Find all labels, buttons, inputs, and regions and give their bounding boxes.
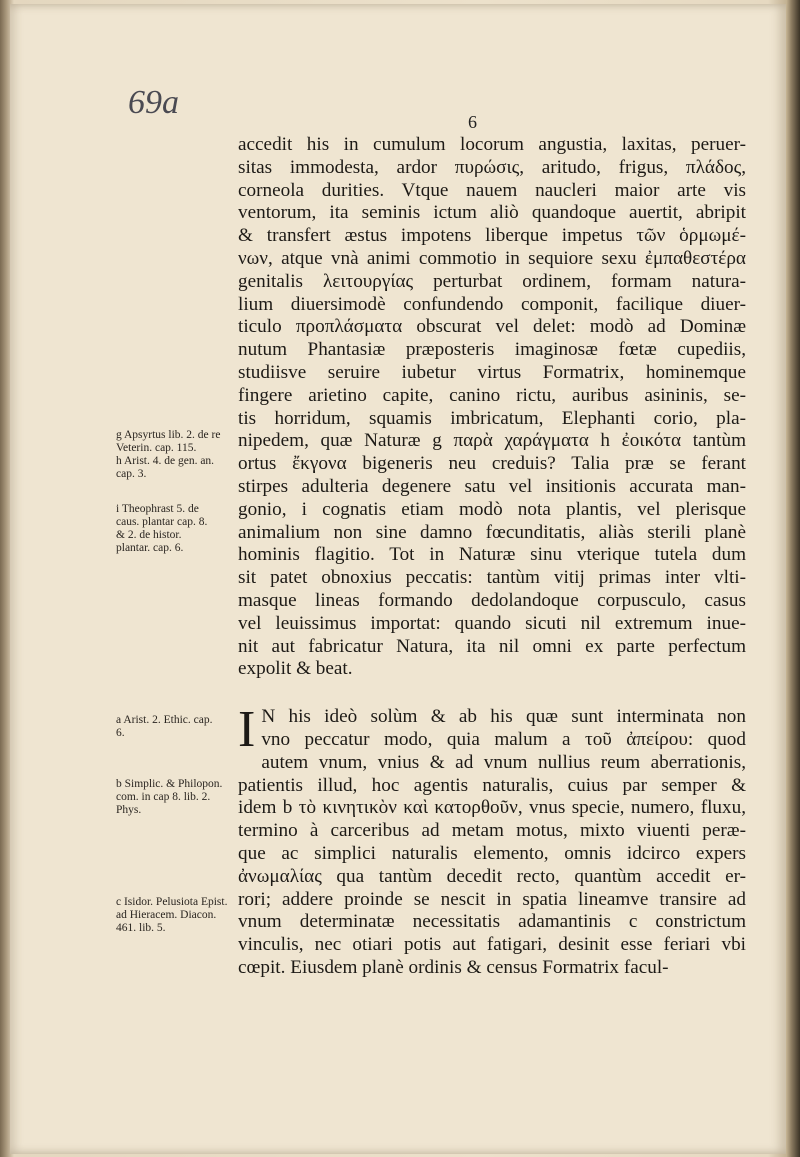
note-line: cap. 3. [116,468,147,480]
text-line: N his ideò solùm & ab his quæ sunt interminata non [261,706,746,728]
page-number: 6 [468,112,477,132]
text-line: idem b τὸ κινητικὸν καὶ κατορθοῦν, vnus specie, numero, fluxu, [238,797,746,819]
marginal-note-c [116,896,240,935]
note-line: c Isidor. Pelusiota Epist. [116,896,228,908]
marginal-note-b [116,778,240,817]
note-line: 6. [116,727,125,739]
text-line: que ac simplici naturalis elemento, omnis idcirco expers [238,842,746,864]
note-line: g Apsyrtus lib. 2. de re [116,429,221,441]
text-line: ortus ἔκγονα bigeneris neu creduis? Talia præ se ferant [238,453,746,475]
text-line: sitas immodesta, ardor πυρώσις, aritudo, frigus, πλάδος, [238,156,746,178]
marginal-note-i [116,503,240,555]
paragraph-1 [238,134,746,681]
note-line: & 2. de histor. [116,529,182,541]
text-line: vel leuissimus importat: quando sicuti nil extremum inue- [238,612,746,634]
text-line: ἀνωμαλίας qua tantùm decedit recto, quantùm accedit er- [238,865,746,887]
drop-cap: I [238,701,256,759]
text-line: accedit his in cumulum locorum angustia, laxitas, peruer- [238,134,746,155]
note-line: com. in cap 8. lib. 2. [116,791,211,803]
note-line: caus. plantar cap. 8. [116,516,208,528]
text-line: vno peccatur modo, quia malum a τοῦ ἀπείρου: quod [261,728,746,750]
text-line: rori; addere proinde se nescit in spatia lineamve transire ad [238,888,746,910]
note-line: ad Hieracem. Diacon. [116,909,217,921]
text-line: ventorum, ita seminis ictum aliò quandoque auertit, abripit [238,202,746,224]
text-line: genitalis λειτουργίας perturbat ordinem, formam natura- [238,270,746,292]
text-line: νων, atque vnà animi commotio in sequiore sexu ἐμπαθεστέρα [238,247,746,269]
text-line: ticulo προπλάσματα obscurat vel delet: modò ad Dominæ [238,316,746,338]
text-line: autem vnum, vnius & ad vnum nullius reum aberrationis, [261,751,746,773]
note-line: i Theophrast 5. de [116,503,199,515]
text-line: cœpit. Eiusdem planè ordinis & census Formatrix facul- [238,956,669,978]
text-line: fingere arietino capite, canino rictu, auribus asininis, se- [238,384,746,406]
text-line: nipedem, quæ Naturæ g παρὰ χαράγματα h ἐοικότα tantùm [238,430,746,452]
text-line: expolit & beat. [238,658,353,680]
handwritten-folio-number: 69a [128,84,179,121]
note-line: a Arist. 2. Ethic. cap. [116,714,213,726]
text-line: patientis illud, hoc agentis naturalis, cuius par semper & [238,774,746,796]
marginal-note-g-h [116,429,240,481]
text-line: nutum Phantasiæ præposteris imaginosæ fœtæ cupediis, [238,339,746,361]
text-line: sit patet obnoxius peccatis: tantùm vitij primas inter vlti- [238,567,746,589]
text-line: corneola durities. Vtque nauem naucleri maior arte vis [238,179,746,201]
text-line: hominis flagitio. Tot in Naturæ sinu vterique tutela dum [238,544,746,566]
text-line: masque lineas formando dedolandoque corpusculo, casus [238,589,746,611]
text-line: vnum determinatæ necessitatis adamantinis c constrictum [238,911,746,933]
note-line: Phys. [116,804,142,816]
text-line: tis horridum, squamis imbricatum, Elephanti corio, pla- [238,407,746,429]
text-line: lium diuersimodè confundendo componit, facilique diuer- [238,293,746,315]
page-edge-shadow [786,0,800,1157]
note-line: h Arist. 4. de gen. an. [116,455,215,467]
text-line: nit aut fabricatur Natura, ita nil omni ex parte perfectum [238,635,746,657]
note-line: b Simplic. & Philopon. [116,778,223,790]
text-line: vinculis, nec otiari potis aut fatigari, desinit esse feriari vbi [238,934,746,956]
paragraph-2 [238,701,746,980]
note-line: Veterin. cap. 115. [116,442,197,454]
note-line: plantar. cap. 6. [116,542,184,554]
note-line: 461. lib. 5. [116,922,166,934]
text-line: stirpes adulteria degenere satu vel insitionis accurata man- [238,475,746,497]
text-line: termino à carceribus ad metam motus, mixto viuenti peræ- [238,820,746,842]
text-line: animalium non sine damno fœcunditatis, aliàs sterili planè [238,521,746,543]
marginal-note-a [116,714,240,740]
text-line: gonio, i cognatis etiam modò nota plantis, vel plerisque [238,498,746,520]
text-line: studiisve seruire iubetur virtus Formatrix, hominemque [238,361,746,383]
main-text [238,134,746,980]
text-line: & transfert æstus impotens liberque impetus τῶν ὁρμωμέ- [238,225,746,247]
